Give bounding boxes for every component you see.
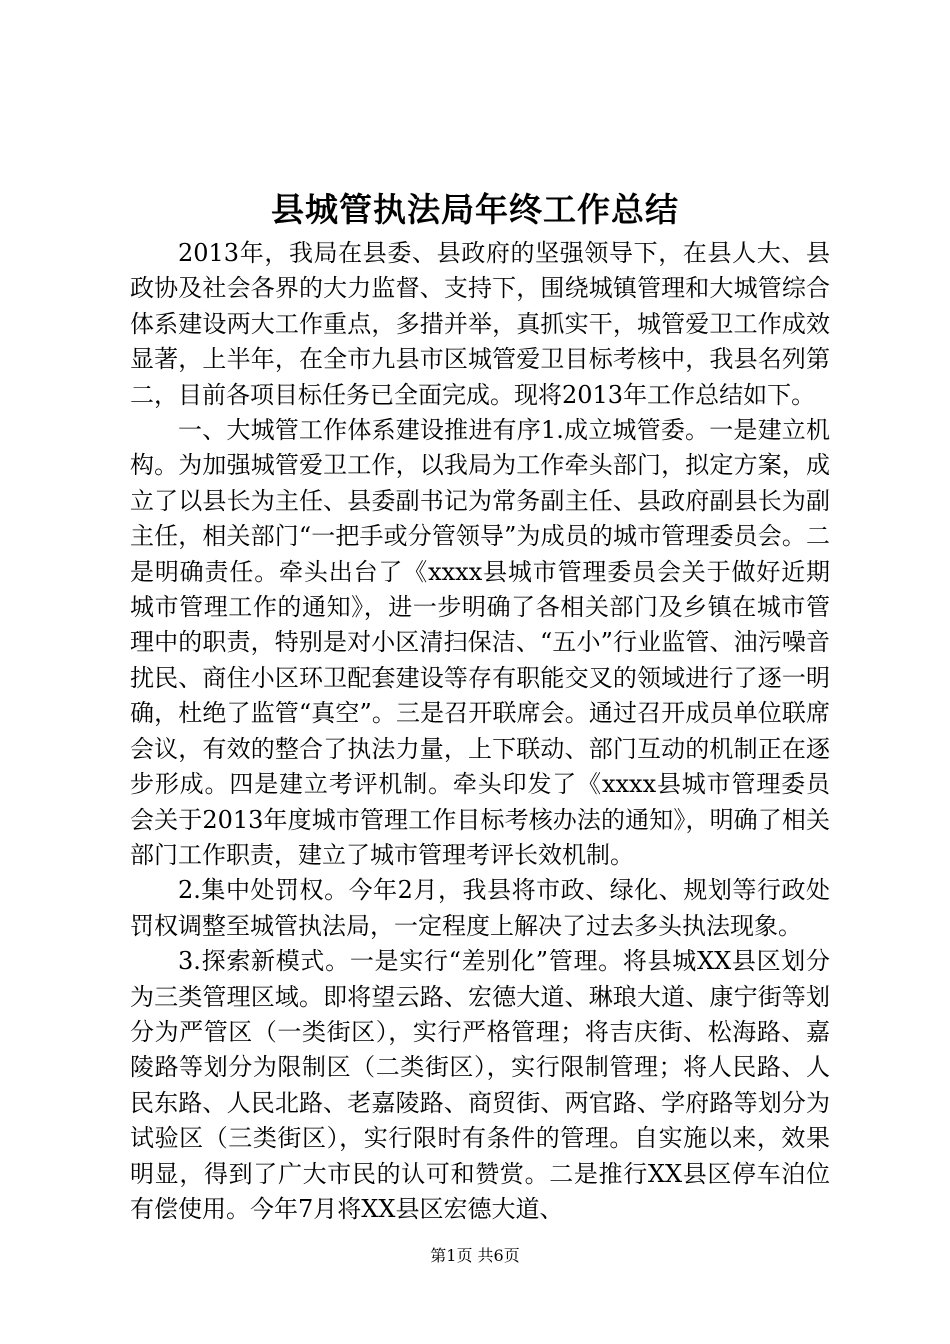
document-body (130, 236, 830, 1227)
paragraph-item-two: 2.集中处罚权。今年2月，我县将市政、绿化、规划等行政处罚权调整至城管执法局，一定程度上解决了过去多头执法现象。 (130, 876, 830, 940)
paragraph-section-one: 一、大城管工作体系建设推进有序1.成立城管委。一是建立机构。为加强城管爱卫工作，以我局为工作牵头部门，拟定方案，成立了以县长为主任、县委副书记为常务副主任、县政府副县长为副主任，相关部门“一把手或分管领导”为成员的城市管理委员会。二是明确责任。牵头出台了《xxxx县城市管理委员会关于做好近期城市管理工作的通知》，进一步明确了各相关部门及乡镇在城市管理中的职责，特别是对小区清扫保洁、“五小”行业监管、油污噪音扰民、商住小区环卫配套建设等存有职能交叉的领域进行了逐一明确，杜绝了监管“真空”。三是召开联席会。通过召开成员单位联席会议，有效的整合了执法力量，上下联动、部门互动的机制正在逐步形成。四是建立考评机制。牵头印发了《xxxx县城市管理委员会关于2013年度城市管理工作目标考核办法的通知》，明确了相关部门工作职责，建立了城市管理考评长效机制。 (130, 416, 830, 869)
page-number-footer: 第1页 共6页 (430, 1246, 520, 1265)
document-title: 县城管执法局年终工作总结 (271, 190, 679, 229)
paragraph-item-three: 3.探索新模式。一是实行“差别化”管理。将县城XX县区划分为三类管理区域。即将望云路、宏德大道、琳琅大道、康宁街等划分为严管区（一类街区），实行严格管理；将吉庆街、松海路、嘉陵路等划分为限制区（二类街区），实行限制管理；将人民路、人民东路、人民北路、老嘉陵路、商贸街、两官路、学府路等划分为试验区（三类街区），实行限时有条件的管理。自实施以来，效果明显，得到了广大市民的认可和赞赏。二是推行XX县区停车泊位有偿使用。今年7月将XX县区宏德大道、 (130, 947, 830, 1223)
paragraph-intro: 2013年，我局在县委、县政府的坚强领导下，在县人大、县政协及社会各界的大力监督、支持下，围绕城镇管理和大城管综合体系建设两大工作重点，多措并举，真抓实干，城管爱卫工作成效显著，上半年，在全市九县市区城管爱卫目标考核中，我县名列第二，目前各项目标任务已全面完成。现将2013年工作总结如下。 (130, 239, 830, 409)
